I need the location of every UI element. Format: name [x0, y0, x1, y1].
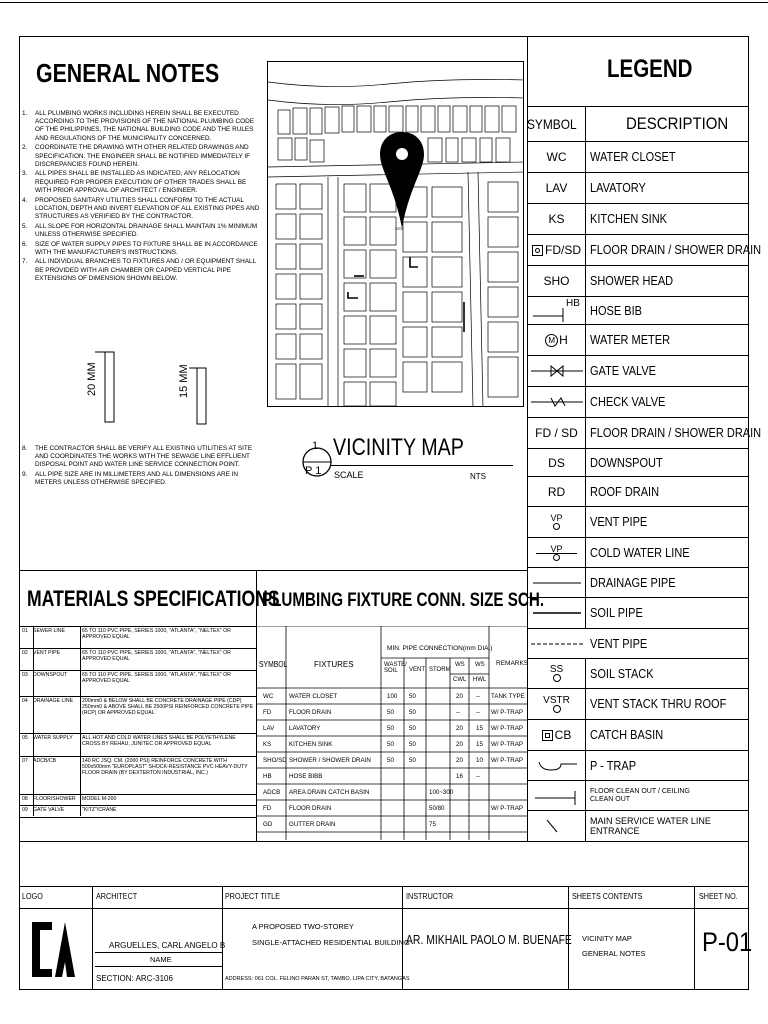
fs-cell-storm: 50/80 [429, 805, 445, 812]
legend-description: DRAINAGE PIPE [590, 575, 676, 590]
materials-row: 01 SEWER LINE 65 TO 110 PVC PIPE, SERIES 1000, "ATLANTA", "NELTEX" OR APPROVED EQUAL [19, 626, 256, 649]
legend-description: FLOOR DRAIN / SHOWER DRAIN [590, 243, 762, 257]
legend-row [528, 172, 749, 203]
legend-row [528, 324, 749, 355]
fs-cell-symbol: SHO/SD [263, 757, 287, 764]
fs-cell-vent: 50 [409, 709, 416, 716]
materials-row: 03 DOWNSPOUT 65 TO 110 PVC PIPE, SERIES 1000, "ATLANTA", "NELTEX" OR APPROVED EQUAL [19, 670, 256, 693]
fs-cell-hwl: 15 [476, 725, 483, 732]
legend-description: COLD WATER LINE [590, 545, 690, 560]
vicinity-map-scale-label: SCALE [334, 470, 364, 480]
legend-description: ROOF DRAIN [590, 484, 660, 499]
legend-description: WATER CLOSET [590, 150, 676, 164]
tb-project-label: PROJECT TITLE [225, 892, 280, 901]
fs-cell-cwl: 20 [456, 757, 463, 764]
tb-divider [694, 886, 695, 990]
legend-row [528, 506, 749, 537]
materials-row: 04 DRAINAGE LINE 200mm0 & BELOW SHALL BE CONCRETE DRAINAGE PIPE (CDP) 250mm0 & ABOVE SHALL BE 2500PSI REINFORCED CONCRETE PIPE (RCP) OR APPROVED EQUAL [19, 696, 256, 733]
legend-symbol: RD [528, 477, 586, 506]
fs-header-vent: VENT [409, 667, 426, 673]
fs-cell-remarks: TANK TYPE [491, 693, 525, 700]
legend-description: VENT PIPE [590, 636, 648, 651]
tb-name-label: NAME [150, 955, 172, 964]
tb-instructor-name: AR. MIKHAIL PAOLO M. BUENAFE [406, 932, 572, 947]
fs-cell-vent: 50 [409, 725, 416, 732]
service-entrance-icon [531, 816, 583, 836]
legend-description: DOWNSPOUT [590, 455, 663, 470]
legend-symbol: KS [528, 204, 586, 234]
legend-symbol: SHO [528, 266, 586, 296]
fs-header-hwl: HWL [473, 677, 487, 683]
fs-cell-symbol: HB [263, 773, 272, 780]
legend-description: SHOWER HEAD [590, 274, 674, 288]
legend-row [528, 628, 749, 658]
vent-stack-icon [553, 705, 561, 713]
dim-15mm-label: 15 MM [178, 364, 190, 398]
legend-row [528, 780, 749, 810]
legend-header-symbol: SYMBOL [528, 107, 586, 141]
legend-symbol: VP [528, 538, 586, 567]
fs-header-waste: WASTE/ SOIL [384, 662, 407, 674]
note-item: 9. ALL PIPE SIZE ARE IN MILLIMETERS AND ALL DIMENSIONS ARE IN METERS UNLESS OTHERWISE SPECIFIED. [22, 471, 239, 487]
legend-symbol [528, 387, 586, 417]
fs-cell-waste: 50 [387, 709, 394, 716]
vicinity-map-image [267, 61, 524, 407]
fs-cell-remarks: W/ P-TRAP [491, 757, 523, 764]
legend-description: CATCH BASIN [590, 728, 664, 742]
fs-cell-waste: 50 [387, 725, 394, 732]
note-item: 5. ALL SLOPE FOR HORIZONTAL DRAINAGE SHALL MAINTAIN 1% MINIMUM UNLESS OTHERWISE SPECIFIED. [22, 222, 258, 238]
legend-symbol: SS [528, 659, 586, 688]
fs-cell-symbol: FD [263, 709, 272, 716]
fs-header-fixtures: FIXTURES [314, 660, 354, 669]
fs-cell-storm: 100~300 [429, 789, 454, 796]
materials-row: 08 FLOOR/SHOWER MODEL M-200 [19, 794, 256, 806]
legend-description: MAIN SERVICE WATER LINE ENTRANCE [590, 816, 711, 836]
water-meter-icon: M [545, 334, 558, 347]
general-notes-list-lower [22, 445, 262, 489]
legend-symbol: FD/SD [528, 235, 586, 265]
legend-row [528, 658, 749, 688]
note-item: 1. ALL PLUMBING WORKS INCLUDING HEREIN SHALL BE EXECUTED ACCORDING TO THE PROVISIONS OF THE NATIONAL PLUMBING CODE OF THE PHILIPPINES, THE NATIONAL BUILDING CODE AND THE RULES AND REGULATIONS OF THE MUNICIPALITY CONCERNED. [22, 110, 254, 142]
note-item: 7. ALL INDIVIDUAL BRANCHES TO FIXTURES AND / OR EQUIPMENT SHALL BE PROVIDED WITH AIR CHAMBER OR CAPPED VERTICAL PIPE EXTENSIONS OF DIMENSION SHOWN BELOW. [22, 258, 256, 282]
p-trap-icon [531, 758, 583, 774]
site-marker-label: SITE [395, 226, 404, 231]
fs-cell-remarks: W/ P-TRAP [491, 709, 523, 716]
legend-row [528, 417, 762, 448]
fs-cell-fixture: LAVATORY [289, 725, 321, 732]
legend-symbol: LAV [528, 173, 586, 203]
legend-row [528, 597, 749, 628]
note-item: 8. THE CONTRACTOR SHALL BE VERIFY ALL EXISTING UTILITIES AT SITE AND COORDINATES THE WORKS WITH THE SEWAGE LINE EFFLUENT DISPOSAL POINT AND WATER LINE SERVICE CONNECTION POINT. [22, 445, 253, 469]
catch-basin-icon [542, 730, 553, 741]
legend-row [528, 810, 749, 841]
general-notes-list [22, 110, 262, 285]
materials-row: 09 GATE VALVE "KITZ"/CRANE [19, 805, 256, 818]
legend-description: FLOOR CLEAN OUT / CEILING CLEAN OUT [590, 787, 690, 803]
legend-description: SOIL PIPE [590, 606, 643, 620]
legend-header [528, 106, 749, 141]
fs-cell-fixture: GUTTER DRAIN [289, 821, 336, 828]
legend-description: WATER METER [590, 333, 671, 347]
legend-symbol: FD / SD [528, 418, 586, 448]
notes-bottom-border [19, 570, 528, 571]
fs-header-min-pipe: MIN. PIPE CONNECTION(mm DIA.) [387, 645, 493, 652]
check-valve-icon [529, 392, 585, 412]
legend-symbol: WC [528, 142, 586, 172]
materials-row: 02 VENT PIPE 65 TO 110 PVC PIPE, SERIES 1000, "ATLANTA", "NELTEX" OR APPROVED EQUAL [19, 648, 256, 671]
fs-cell-cwl: 20 [456, 725, 463, 732]
tb-project-line2: SINGLE-ATTACHED RESIDENTIAL BUILDING [252, 938, 410, 947]
legend-symbol: CB [528, 720, 586, 750]
legend-symbol: VSTR [528, 689, 586, 719]
tb-project-line1: A PROPOSED TWO-STOREY [252, 922, 354, 931]
legend-description: SOIL STACK [590, 666, 654, 681]
fs-cell-fixture: WATER CLOSET [289, 693, 338, 700]
legend-description: VENT STACK THRU ROOF [590, 697, 727, 711]
fs-cell-fixture: SHOWER / SHOWER DRAIN [289, 757, 371, 764]
tb-instructor-label: INSTRUCTOR [406, 892, 454, 901]
fs-cell-vent: 50 [409, 693, 416, 700]
fs-cell-hwl: 15 [476, 741, 483, 748]
fs-cell-cwl: 20 [456, 741, 463, 748]
fs-cell-vent: 50 [409, 757, 416, 764]
legend-row [528, 386, 749, 417]
fs-cell-cwl: -- [456, 709, 461, 716]
tb-address: ADDRESS: 061 COL. FELINO PARAN ST, TAMBO, LIPA CITY, BATANGAS [225, 976, 410, 982]
legend-description: HOSE BIB [590, 303, 642, 318]
fs-header-storm: STORM [429, 667, 451, 673]
legend-description: CHECK VALVE [590, 395, 666, 409]
legend-row [528, 750, 749, 780]
ca-logo-icon [32, 922, 76, 977]
fs-cell-waste: 100 [387, 693, 398, 700]
fs-cell-cwl: 20 [456, 693, 463, 700]
fs-cell-hwl: 10 [476, 757, 483, 764]
clean-out-icon [531, 786, 583, 806]
legend-symbol: VP [528, 507, 586, 537]
legend-title: LEGEND [607, 55, 693, 83]
tb-divider [92, 886, 93, 990]
fs-cell-hwl: -- [476, 773, 481, 780]
fs-cell-remarks: W/ P-TRAP [491, 741, 523, 748]
tb-architect-label: ARCHITECT [96, 892, 138, 901]
tb-name-underline [95, 952, 222, 953]
page-top-border [0, 2, 768, 3]
note-item: 3. ALL PIPES SHALL BE INSTALLED AS INDICATED, ANY RELOCATION REQUIRED FOR PROPER EXECUTION OF OTHER TRADES SHALL BE WITH PRIOR APPROVAL OF ARCHITECT / ENGINEER. [22, 170, 247, 194]
fs-cell-fixture: FLOOR DRAIN [289, 709, 332, 716]
soil-stack-icon [553, 674, 561, 682]
legend-symbol: HB [528, 297, 586, 324]
gate-valve-icon [529, 361, 585, 381]
vent-pipe-dashed-icon [529, 639, 585, 649]
vicinity-map-scale-value: NTS [470, 472, 486, 481]
legend-symbol: DS [528, 449, 586, 476]
fs-cell-waste: 50 [387, 757, 394, 764]
tb-sheet-label: SHEET NO. [699, 892, 738, 901]
legend-row [528, 265, 749, 296]
fs-cell-symbol: KS [263, 741, 272, 748]
vicinity-map-title-underline [331, 465, 513, 466]
vent-pipe-icon [553, 523, 560, 530]
materials-row: 07 ADCB/CB 140 RC JSQ. CM. (2000 PSI) REINFORCE CONCRETE WITH 500x500mm "EUROPLAST" SHOCK-RESISTANCE PVC HEAVY-DUTY FLOOR DRAIN (BY DEXTERTON INDUSTRIAL, INC.) [19, 756, 256, 793]
legend-symbol: M H [528, 325, 586, 355]
tb-sheet-no: P-01 [702, 927, 753, 957]
tb-contents-line2: GENERAL NOTES [582, 949, 646, 958]
fs-cell-storm: 75 [429, 821, 436, 828]
titleblock-top-border [19, 886, 749, 887]
tb-logo-label: LOGO [22, 892, 43, 901]
legend-symbol [528, 356, 586, 386]
legend-description: FLOOR DRAIN / SHOWER DRAIN [590, 426, 762, 440]
legend-row [528, 296, 749, 324]
fs-header-cwl: CWL [453, 677, 467, 683]
fs-cell-symbol: GD [263, 821, 273, 828]
fs-cell-fixture: KITCHEN SINK [289, 741, 333, 748]
note-item: 6. SIZE OF WATER SUPPLY PIPES TO FIXTURE SHALL BE IN ACCORDANCE WITH THE MANUFACTURER'S INSTRUCTIONS. [22, 240, 258, 256]
pipe-extension-diagram [85, 350, 225, 430]
materials-row: 05 WATER SUPPLY ALL HOT AND COLD WATER LINES SHALL BE POLYETHYLENE CROSS BY REHAU, JUNITEC OR APPROVED EQUAL [19, 733, 256, 756]
legend-row [528, 203, 749, 234]
legend-description: LAVATORY [590, 181, 646, 195]
legend-symbol [528, 811, 586, 841]
fs-cell-remarks: W/ P-TRAP [491, 805, 523, 812]
bubble-detail-number: 1 [312, 440, 319, 452]
fs-header-remarks: REMARKS [496, 660, 529, 667]
bubble-sheet-number: P 1 [305, 465, 322, 477]
fs-cell-symbol: FD [263, 805, 272, 812]
cold-water-line-icon [553, 554, 560, 561]
tb-architect-name: ARGUELLES, CARL ANGELO B [109, 941, 226, 950]
legend-symbol [528, 751, 586, 780]
floor-drain-icon [532, 245, 543, 256]
fs-cell-fixture: FLOOR DRAIN [289, 805, 332, 812]
materials-title: MATERIALS SPECIFICATIONS [27, 586, 280, 611]
fs-cell-fixture: HOSE BIBB [289, 773, 323, 780]
fs-cell-symbol: LAV [263, 725, 275, 732]
fs-cell-symbol: WC [263, 693, 274, 700]
dim-20mm-label: 20 MM [86, 362, 98, 396]
vicinity-map-title: VICINITY MAP [333, 434, 464, 461]
legend-row [528, 719, 749, 750]
legend-row [528, 355, 749, 386]
fs-cell-cwl: 16 [456, 773, 463, 780]
legend-symbol [528, 781, 586, 810]
legend-row [528, 567, 749, 597]
note-item: 4. PROPOSED SANITARY UTILITIES SHALL CONFORM TO THE ACTUAL LOCATION, DEPTH AND INVERT ELEVATION OF ALL EXISTING PIPES AND STRUCTURES AS VERIFIED BY THE CONTRACTOR. [22, 196, 260, 220]
legend-row [528, 476, 749, 506]
fs-header-symbol: SYMBOL [259, 660, 288, 669]
note-item: 2. COORDINATE THE DRAWING WITH OTHER RELATED DRAWINGS AND SPECIFICATION. THE ENGINEER SHALL BE NOTIFIED IMMEDIATELY IF DISCREPANCIES FOUND HEREIN. [22, 144, 251, 168]
fs-cell-hwl: -- [476, 709, 481, 716]
legend-row [528, 141, 749, 172]
legend-row [528, 234, 762, 265]
legend-header-description: DESCRIPTION [626, 114, 729, 133]
legend-row [528, 448, 749, 476]
tb-section: SECTION: ARC-3106 [96, 974, 173, 983]
fs-cell-vent: 50 [409, 741, 416, 748]
legend-description: KITCHEN SINK [590, 212, 668, 226]
legend-symbol [528, 629, 586, 658]
general-notes-title: GENERAL NOTES [36, 58, 220, 88]
legend-description: P - TRAP [590, 758, 637, 773]
fs-cell-symbol: ADCB [263, 789, 281, 796]
tb-divider [222, 886, 223, 990]
tb-contents-label: SHEETS CONTENTS [572, 892, 643, 901]
legend-description: VENT PIPE [590, 515, 648, 529]
titleblock-label-divider [19, 908, 749, 909]
fs-cell-waste: 50 [387, 741, 394, 748]
fs-cell-fixture: AREA DRAIN CATCH BASIN [289, 789, 370, 796]
fs-cell-hwl: -- [476, 693, 481, 700]
legend-row [528, 688, 749, 719]
fs-cell-remarks: W/ P-TRAP [491, 725, 523, 732]
tb-contents-line1: VICINITY MAP [582, 934, 632, 943]
fs-header-ws2: WS [475, 662, 485, 668]
tb-section-divider [95, 966, 222, 967]
legend-description: GATE VALVE [590, 364, 657, 378]
fs-header-ws1: WS [455, 662, 465, 668]
legend-row [528, 537, 749, 567]
drainage-pipe-icon [531, 578, 583, 588]
fixture-schedule-title: PLUMBING FIXTURE CONN. SIZE SCH. [262, 590, 545, 611]
